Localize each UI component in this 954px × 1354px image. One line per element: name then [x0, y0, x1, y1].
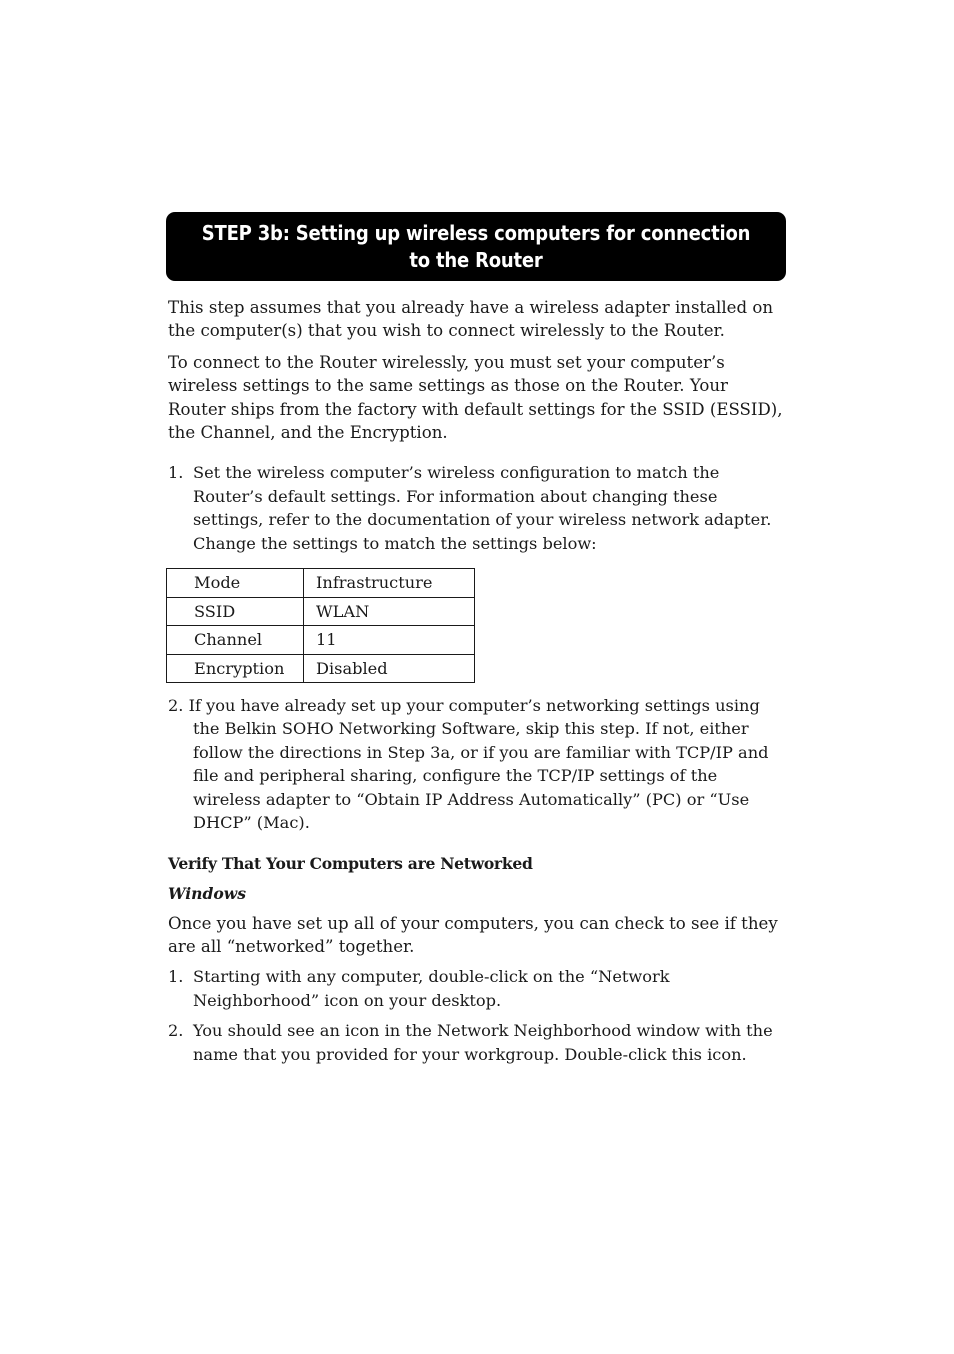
settings-table — [166, 568, 475, 683]
banner-title-line2: to the Router — [409, 247, 543, 272]
setting-value: WLAN — [304, 597, 475, 626]
table-row — [167, 654, 475, 683]
setting-label: Channel — [167, 626, 304, 655]
setting-label: Encryption — [167, 654, 304, 683]
intro-paragraph-2: To connect to the Router wirelessly, you must set your computer’s wireless settings to the same settings as those on the Router. Your Router ships from the factory with default settings for the SSID (ESSID), the Channel, and the Encryption. — [168, 352, 783, 443]
list-item-text: Starting with any computer, double-click on the “Network Neighborhood” icon on your desktop. — [193, 967, 670, 1010]
table-row — [167, 569, 475, 598]
list-item-number: 2. — [168, 1021, 184, 1041]
list-item-text: You should see an icon in the Network Neighborhood window with the name that you provided for your workgroup. Double-click this icon. — [193, 1021, 773, 1064]
setting-value: Infrastructure — [304, 569, 475, 598]
section-subheading: Windows — [168, 883, 247, 903]
step-2 — [168, 694, 788, 834]
step-banner — [166, 212, 786, 281]
step-1-text: Set the wireless computer’s wireless configuration to match the Router’s default settings. For information about changing these settings, refer to the documentation of your wireless network adapter. Change the settings to match the settings below: — [193, 463, 772, 553]
step-2-text: If you have already set up your computer’s networking settings using the Belkin SOHO Networking Software, skip this step. If not, either follow the directions in Step 3a, or if you are familiar with TCP/IP and file and peripheral sharing, configure the TCP/IP settings of the wireless adapter to “Obtain IP Address Automatically” (PC) or “Use DHCP” (Mac). — [188, 696, 769, 833]
setting-label: SSID — [167, 597, 304, 626]
intro-paragraph-1: This step assumes that you already have a wireless adapter installed on the computer(s) that you wish to connect wirelessly to the Router. — [168, 298, 774, 341]
setting-label: Mode — [167, 569, 304, 598]
list-item — [168, 1019, 788, 1066]
step-2-number: 2. — [168, 696, 184, 716]
verify-intro-paragraph: Once you have set up all of your computers, you can check to see if they are all “networked” together. — [168, 913, 778, 956]
setting-value: Disabled — [304, 654, 475, 683]
table-row — [167, 597, 475, 626]
step-1-number: 1. — [168, 463, 184, 483]
section-heading: Verify That Your Computers are Networked — [168, 853, 533, 873]
banner-title-line1: STEP 3b: Setting up wireless computers for connection — [201, 220, 751, 245]
setting-value: 11 — [304, 626, 475, 655]
list-item — [168, 965, 788, 1012]
step-1 — [168, 461, 788, 555]
table-row — [167, 626, 475, 655]
list-item-number: 1. — [168, 967, 184, 987]
page-content — [168, 296, 788, 1073]
